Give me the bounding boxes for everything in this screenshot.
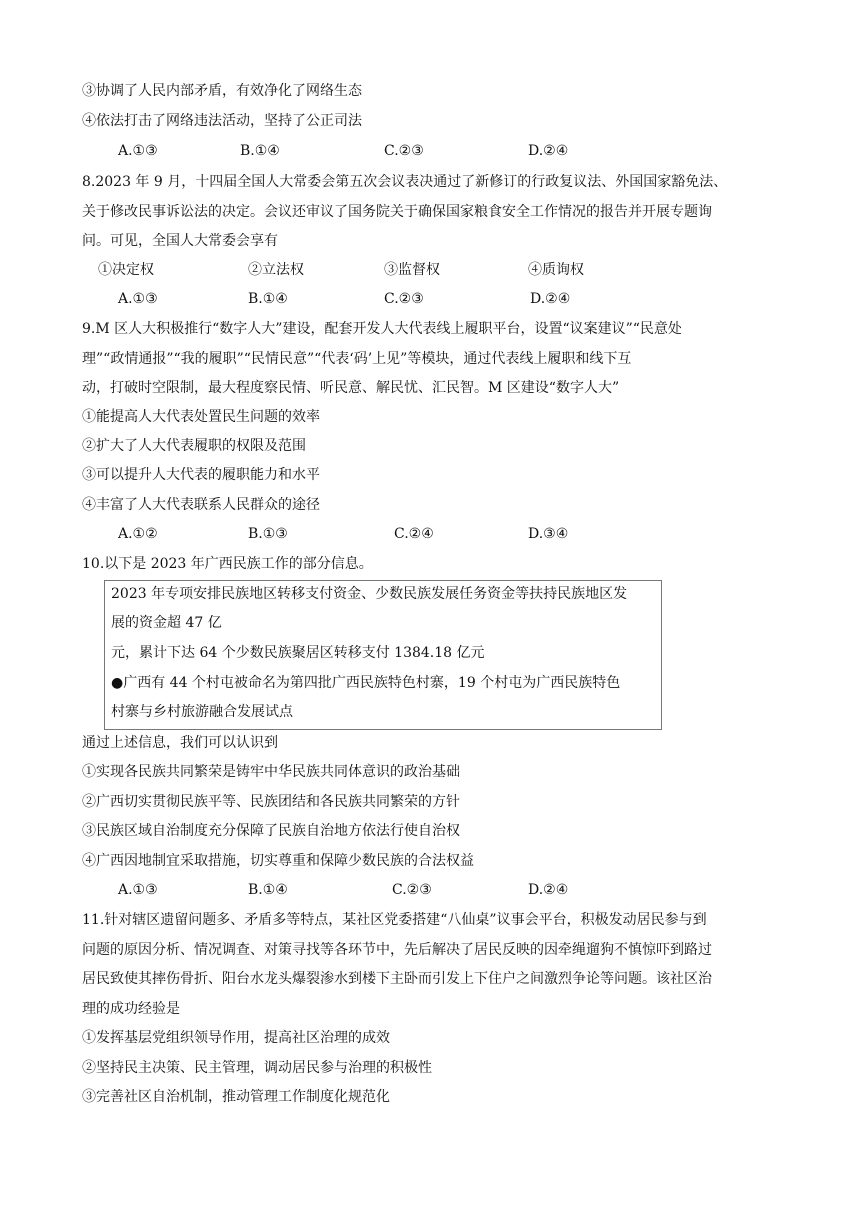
q10-option-c: C.②③	[392, 882, 432, 898]
q9-stem-line-2: 理”“政情通报”“我的履职”“民情民意”“代表‘码’上见”等模块，通过代表线上履职和线下互	[82, 351, 632, 367]
q11-stem-line-4: 理的成功经验是	[82, 1001, 180, 1017]
q9-item-4: ④丰富了人大代表联系人民群众的途径	[82, 497, 320, 513]
q10-item-4: ④广西因地制宜采取措施，切实尊重和保障少数民族的合法权益	[82, 853, 474, 869]
q9-item-3: ③可以提升人大代表的履职能力和水平	[82, 467, 320, 483]
q10-box-line-1: 2023 年专项安排民族地区转移支付资金、少数民族发展任务资金等扶持民族地区发	[111, 586, 628, 602]
q7-option-c: C.②③	[384, 143, 424, 159]
q9-option-b: B.①③	[248, 526, 288, 542]
q9-stem-line-1: 9.M 区人大积极推行“数字人大”建设，配套开发人大代表线上履职平台，设置“议案建议”“民意处	[82, 321, 682, 337]
q9-option-a: A.①②	[118, 526, 158, 542]
q9-option-c: C.②④	[394, 526, 434, 542]
q8-option-c: C.②③	[384, 291, 424, 307]
q11-stem-line-2: 问题的原因分析、情况调查、对策寻找等各环节中，先后解决了居民反映的因牵绳遛狗不慎惊吓到路过	[82, 942, 712, 958]
q7-option-d: D.②④	[528, 143, 569, 159]
q8-item-3: ③监督权	[384, 262, 440, 278]
q8-stem-line-1: 8.2023 年 9 月，十四届全国人大常委会第五次会议表决通过了新修订的行政复议法、外国国家豁免法、	[82, 174, 728, 190]
q11-stem-line-3: 居民致使其摔伤骨折、阳台水龙头爆裂渗水到楼下主卧而引发上下住户之间激烈争论等问题。该社区治	[82, 971, 712, 987]
q8-item-2: ②立法权	[248, 262, 304, 278]
q11-stem-line-1: 11.针对辖区遗留问题多、矛盾多等特点，某社区党委搭建“八仙桌”议事会平台，积极发动居民参与到	[82, 912, 707, 928]
q10-option-d: D.②④	[528, 882, 569, 898]
q10-item-1: ①实现各民族共同繁荣是铸牢中华民族共同体意识的政治基础	[82, 764, 460, 780]
q10-box-line-4: ●广西有 44 个村屯被命名为第四批广西民族特色村寨，19 个村屯为广西民族特色	[111, 675, 621, 691]
q9-item-2: ②扩大了人大代表履职的权限及范围	[82, 438, 306, 454]
q10-box-line-5: 村寨与乡村旅游融合发展试点	[111, 704, 293, 720]
q10-option-a: A.①③	[118, 882, 158, 898]
q8-stem-line-2: 关于修改民事诉讼法的决定。会议还审议了国务院关于确保国家粮食安全工作情况的报告并开展专题询	[82, 204, 712, 220]
q7-option-b: B.①④	[240, 143, 280, 159]
q7-option-a: A.①③	[118, 143, 158, 159]
q10-item-3: ③民族区域自治制度充分保障了民族自治地方依法行使自治权	[82, 823, 460, 839]
q11-item-2: ②坚持民主决策、民主管理，调动居民参与治理的积极性	[82, 1060, 432, 1076]
q10-box-line-2: 展的资金超 47 亿	[111, 615, 222, 631]
q8-option-b: B.①④	[248, 291, 288, 307]
q8-option-d: D.②④	[530, 291, 571, 307]
q7-item-4: ④依法打击了网络违法活动，坚持了公正司法	[82, 113, 362, 129]
q9-item-1: ①能提高人大代表处置民生问题的效率	[82, 409, 320, 425]
q8-stem-line-3: 问。可见，全国人大常委会享有	[82, 233, 278, 249]
q10-box-line-3: 元，累计下达 64 个少数民族聚居区转移支付 1384.18 亿元	[111, 645, 485, 661]
q8-item-1: ①决定权	[98, 262, 154, 278]
q7-item-3: ③协调了人民内部矛盾，有效净化了网络生态	[82, 83, 362, 99]
q10-option-b: B.①④	[248, 882, 288, 898]
q9-option-d: D.③④	[528, 526, 569, 542]
q8-option-a: A.①③	[118, 291, 158, 307]
q8-item-4: ④质询权	[528, 262, 584, 278]
q10-item-2: ②广西切实贯彻民族平等、民族团结和各民族共同繁荣的方针	[82, 794, 460, 810]
q11-item-3: ③完善社区自治机制，推动管理工作制度化规范化	[82, 1089, 390, 1105]
q11-item-1: ①发挥基层党组织领导作用，提高社区治理的成效	[82, 1030, 390, 1046]
q10-stem: 10.以下是 2023 年广西民族工作的部分信息。	[82, 556, 373, 572]
q10-info-box	[104, 580, 662, 730]
q10-lead: 通过上述信息，我们可以认识到	[82, 735, 278, 751]
q9-stem-line-3: 动，打破时空限制，最大程度察民情、听民意、解民忧、汇民智。M 区建设“数字人大”	[82, 380, 620, 396]
